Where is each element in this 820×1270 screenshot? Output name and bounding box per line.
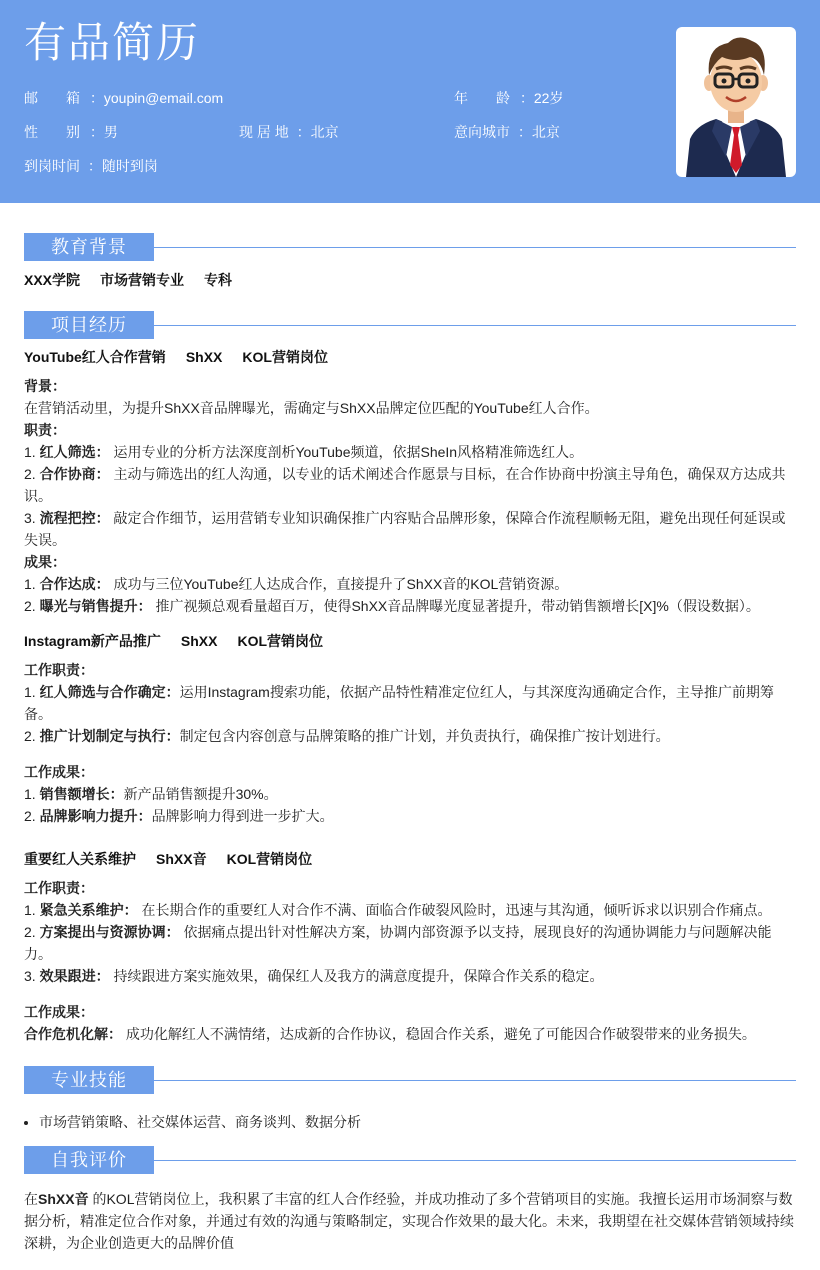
background-label: 背景： [24,378,66,394]
skills-block [24,1111,796,1133]
gender-label: 性 别 [24,124,80,140]
avatar [676,27,796,177]
list-item: 1. 紧急关系维护： 在长期合作的重要红人对合作不满、面临合作破裂风险时，迅速与其沟通，倾听诉求以识别合作痛点。 [24,902,772,918]
sep: ： [89,124,104,140]
self-eval-text: 在ShXX音 的KOL营销岗位上，我积累了丰富的红人合作经验，并成功推动了多个营销项目的实施。我擅长运用市场洞察与数据分析，精准定位合作对象，并通过有效的沟通与策略制定，实现合作效果的最大化。未来，我期望在社交媒体营销领域持续深耕，为企业创造更大的品牌价值 [24,1191,794,1251]
section-title: 自我评价 [24,1146,154,1174]
list-item: 3. 流程把控： 敲定合作细节，运用营销专业知识确保推广内容贴合品牌形象，保障合作流程顺畅无阻，避免出现任何延误或失误。 [24,510,786,548]
project-company: ShXX [185,349,223,365]
list-item: 1. 销售额增长：新产品销售额提升30%。 [24,786,278,802]
section-divider [154,1160,796,1161]
section-projects [24,311,796,339]
project-role: KOL营销岗位 [242,349,328,365]
project-title-row [24,849,796,869]
sep: ： [296,124,311,140]
degree: 专科 [204,272,233,288]
section-education [24,233,796,261]
background-text: 在营销活动里，为提升ShXX音品牌曝光，需确定与ShXX品牌定位匹配的YouTube红人合作。 [24,400,599,416]
list-item: 1. 红人筛选： 运用专业的分析方法深度剖析YouTube频道，依据SheIn风格精准筛选红人。 [24,444,584,460]
age-value: 22岁 [533,90,564,106]
duty-label: 职责： [24,422,66,438]
age-info [454,89,563,107]
residence-value: 北京 [310,124,339,140]
section-self-eval [24,1146,796,1174]
list-item: 2. 品牌影响力提升：品牌影响力得到进一步扩大。 [24,808,334,824]
sep: ： [87,158,102,174]
email-value[interactable]: youpin@email.com [103,90,224,106]
result-label: 工作成果： [24,1004,94,1020]
project-title-row [24,631,796,651]
section-divider [154,247,796,248]
project-1 [24,347,796,617]
education-block [24,270,796,290]
project-name: Instagram新产品推广 [24,633,161,649]
target-city-value: 北京 [531,124,560,140]
project-role: KOL营销岗位 [237,633,324,649]
section-title: 专业技能 [24,1066,154,1094]
residence-label: 现 居 地 [239,124,289,140]
target-city-label: 意向城市 [454,124,510,140]
project-company: ShXX [180,633,218,649]
start-value: 随时到岗 [101,158,158,174]
start-label: 到岗时间 [24,158,80,174]
project-3 [24,849,796,1045]
section-title: 项目经历 [24,311,154,339]
email-label: 邮 箱 [24,90,80,106]
school: XXX学院 [24,272,81,288]
gender-info [24,123,118,141]
list-item: 合作危机化解： 成功化解红人不满情绪，达成新的合作协议，稳固合作关系，避免了可能因合作破裂带来的业务损失。 [24,1026,756,1042]
project-name: 重要红人关系维护 [24,851,136,867]
gender-value: 男 [103,124,118,140]
resume-header [0,0,820,203]
project-company: ShXX音 [156,851,207,867]
section-skills [24,1066,796,1094]
residence-info [239,123,339,141]
age-label: 年 龄 [454,90,510,106]
resume-title: 有品简历 [24,19,201,66]
project-role: KOL营销岗位 [226,851,313,867]
list-item: 1. 红人筛选与合作确定：运用Instagram搜索功能，依据产品特性精准定位红人，与其深度沟通确定合作，主导推广前期筹备。 [24,684,774,722]
list-item: 1. 合作达成： 成功与三位YouTube红人达成合作，直接提升了ShXX音的KOL营销资源。 [24,576,569,592]
list-item: 3. 效果跟进： 持续跟进方案实施效果，确保红人及我方的满意度提升，保障合作关系的稳定。 [24,968,604,984]
project-name: YouTube红人合作营销 [24,349,166,365]
list-item: 2. 曝光与销售提升： 推广视频总观看量超百万，使得ShXX音品牌曝光度显著提升，带动销售额增长[X]%（假设数据）。 [24,598,760,614]
sep: ： [519,90,534,106]
list-item: 2. 推广计划制定与执行：制定包含内容创意与品牌策略的推广计划，并负责执行，确保推广按计划进行。 [24,728,670,744]
result-label: 成果： [24,554,66,570]
section-divider [154,1080,796,1081]
project-title-row [24,347,796,367]
project-2 [24,631,796,827]
duty-label: 工作职责： [24,880,94,896]
major: 市场营销专业 [100,272,185,288]
section-title: 教育背景 [24,233,154,261]
education-row [24,270,796,290]
start-info [24,157,158,175]
sep: ： [89,90,104,106]
target-city-info [454,123,560,141]
list-item: 2. 合作协商： 主动与筛选出的红人沟通，以专业的话术阐述合作愿景与目标，在合作协商中扮演主导角色，确保双方达成共识。 [24,466,786,504]
result-label: 工作成果： [24,764,94,780]
list-item: 2. 方案提出与资源协调： 依据痛点提出针对性解决方案，协调内部资源予以支持，展现良好的沟通协调能力与问题解决能力。 [24,924,772,962]
duty-label: 工作职责： [24,662,94,678]
section-divider [154,325,796,326]
avatar-photo-icon [676,27,796,177]
email-info [24,89,223,107]
list-item: • 市场营销策略、社交媒体运营、商务谈判、数据分析 [39,1111,796,1133]
skills-list [24,1111,796,1133]
sep: ： [517,124,532,140]
